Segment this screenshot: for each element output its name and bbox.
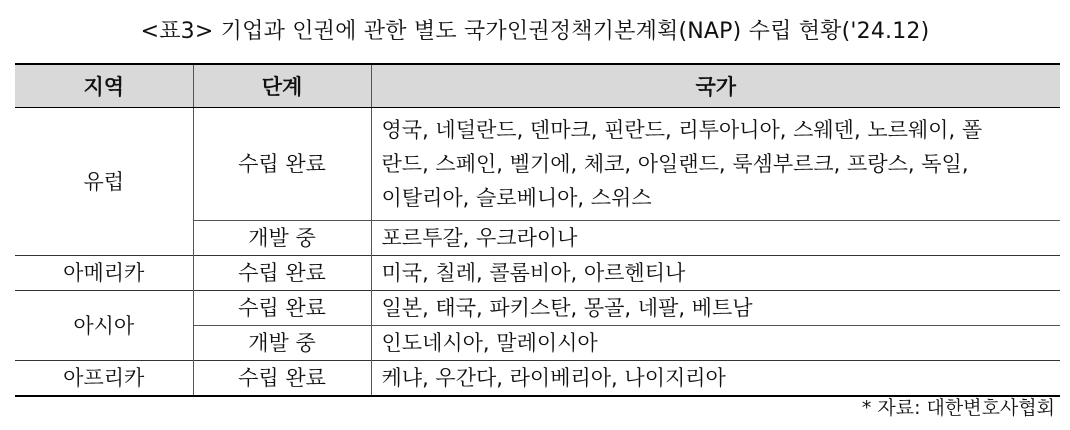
stage-cell: 수립 완료 [193, 256, 371, 291]
table-row [15, 291, 1060, 326]
region-cell-africa: 아프리카 [15, 361, 193, 397]
countries-line: 영국, 네덜란드, 덴마크, 핀란드, 리투아니아, 스웨덴, 노르웨이, 폴 [381, 118, 983, 142]
table-header-row [15, 64, 1060, 108]
header-countries: 국가 [371, 64, 1060, 108]
countries-cell: 일본, 태국, 파키스탄, 몽골, 네팔, 베트남 [371, 291, 1060, 326]
stage-cell: 개발 중 [193, 221, 371, 256]
stage-cell: 수립 완료 [193, 108, 371, 221]
countries-line: 이탈리아, 슬로베니아, 스위스 [381, 186, 652, 210]
countries-cell: 미국, 칠레, 콜롬비아, 아르헨티나 [371, 256, 1060, 291]
region-cell-asia: 아시아 [15, 291, 193, 361]
stage-cell: 수립 완료 [193, 361, 371, 397]
region-cell-americas: 아메리카 [15, 256, 193, 291]
region-cell-europe: 유럽 [15, 108, 193, 256]
countries-cell: 인도네시아, 말레이시아 [371, 326, 1060, 361]
countries-line: 란드, 스페인, 벨기에, 체코, 아일랜드, 룩셈부르크, 프랑스, 독일, [381, 152, 969, 176]
table-row [15, 256, 1060, 291]
countries-cell: 포르투갈, 우크라이나 [371, 221, 1060, 256]
countries-cell [371, 108, 1060, 221]
table-row [15, 361, 1060, 397]
source-note: * 자료: 대한변호사협회 [861, 397, 1055, 419]
countries-cell: 케냐, 우간다, 라이베리아, 나이지리아 [371, 361, 1060, 397]
stage-cell: 개발 중 [193, 326, 371, 361]
nap-status-table [15, 63, 1060, 397]
header-region: 지역 [15, 64, 193, 108]
stage-cell: 수립 완료 [193, 291, 371, 326]
table-title: <표3> 기업과 인권에 관한 별도 국가인권정책기본계획(NAP) 수립 현황('24.12) [140, 19, 930, 44]
table-row [15, 108, 1060, 221]
header-stage: 단계 [193, 64, 371, 108]
